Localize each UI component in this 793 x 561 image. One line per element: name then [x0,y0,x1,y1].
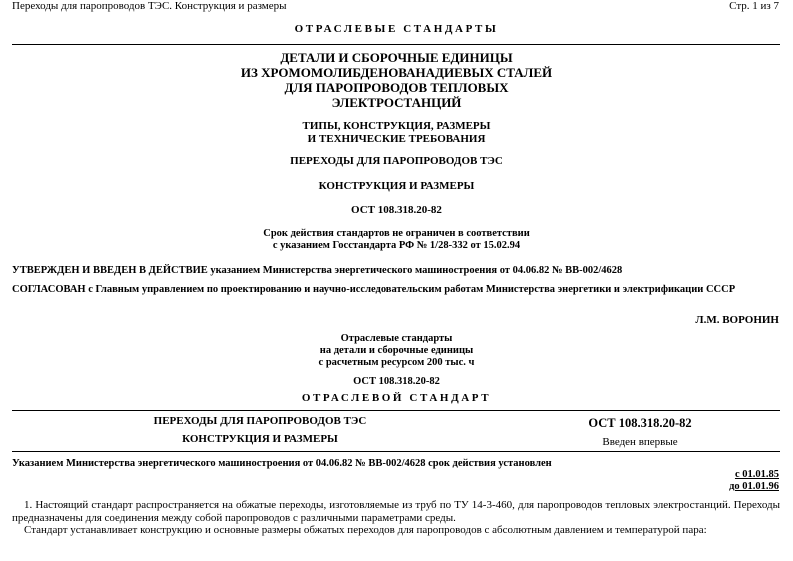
subtitle-line: ТИПЫ, КОНСТРУКЦИЯ, РАЗМЕРЫ [302,120,491,132]
standard-divider [12,410,780,411]
subtitle-line: И ТЕХНИЧЕСКИЕ ТРЕБОВАНИЯ [307,133,486,145]
agreed-text: с Главным управлением по проектированию и научно-исследовательским работам Министерства энергетики и электрификации СССР [88,284,736,295]
standard-banner: ОТРАСЛЕВОЙ СТАНДАРТ [301,392,492,404]
subtitle [0,120,793,146]
approved-lead: УТВЕРЖДЕН И ВВЕДЕН В ДЕЙСТВИЕ [12,265,208,276]
table-divider [12,451,780,452]
table-left-line1: ПЕРЕХОДЫ ДЛЯ ПАРОПРОВОДОВ ТЭС [153,415,367,427]
agreed-lead: СОГЛАСОВАН [12,284,86,295]
title-line: ДЕТАЛИ И СБОРОЧНЫЕ ЕДИНИЦЫ [280,50,513,65]
validity-line: с указанием Госстандарта РФ № 1/28-332 от 15.02.94 [272,240,521,251]
paragraph-2: Стандарт устанавливает конструкцию и основные размеры обжатых переходов для паропроводов с абсолютным давлением и температурой пара: [24,524,707,536]
decree-text: Указанием Министерства энергетического машиностроения от 04.06.82 № ВВ-002/4628 срок действия установлен [12,458,552,469]
table-introduced-note: Введен впервые [602,436,678,448]
collection-number: ОСТ 108.318.20-82 [353,376,440,387]
section-subtitle: КОНСТРУКЦИЯ И РАЗМЕРЫ [318,180,475,192]
standard-number: ОСТ 108.318.20-82 [351,204,442,216]
collection-line: на детали и сборочные единицы [319,345,474,356]
validity-note [0,228,793,252]
page-indicator-text: Стр. 1 из 7 [729,0,779,12]
signatory-name: Л.М. ВОРОНИН [695,314,779,326]
document-header-title: Переходы для паропроводов ТЭС. Конструкция и размеры [12,0,287,12]
collection-line: с расчетным ресурсом 200 тыс. ч [318,357,475,368]
collection-line: Отраслевые стандарты [340,333,453,344]
date-from: с 01.01.85 [734,469,779,480]
table-standard-number: ОСТ 108.318.20-82 [588,416,692,430]
top-banner: ОТРАСЛЕВЫЕ СТАНДАРТЫ [294,23,499,35]
table-left-line2: КОНСТРУКЦИЯ И РАЗМЕРЫ [182,433,338,445]
main-title [0,50,793,110]
collection-info [0,333,793,369]
top-divider [12,44,780,45]
paragraph-1: 1. Настоящий стандарт распространяется на обжатые переходы, изготовляемые из труб по ТУ 14-3-460, для паропроводов тепловых электростанций. Переходы предназначены для соединения между собой паропроводов с различными параметрами среды. [12,499,780,524]
section-title: ПЕРЕХОДЫ ДЛЯ ПАРОПРОВОДОВ ТЭС [290,155,503,167]
title-line: ДЛЯ ПАРОПРОВОДОВ ТЕПЛОВЫХ [284,80,509,95]
title-line: ИЗ ХРОМОМОЛИБДЕНОВАНАДИЕВЫХ СТАЛЕЙ [240,65,553,80]
title-line: ЭЛЕКТРОСТАНЦИЙ [331,95,462,110]
page-indicator [729,0,779,12]
approved-text: указанием Министерства энергетического машиностроения от 04.06.82 № ВВ-002/4628 [210,265,623,276]
date-to: до 01.01.96 [729,481,779,492]
approved-statement [12,264,780,277]
agreed-statement [12,284,780,296]
validity-line: Срок действия стандартов не ограничен в соответствии [263,228,530,239]
